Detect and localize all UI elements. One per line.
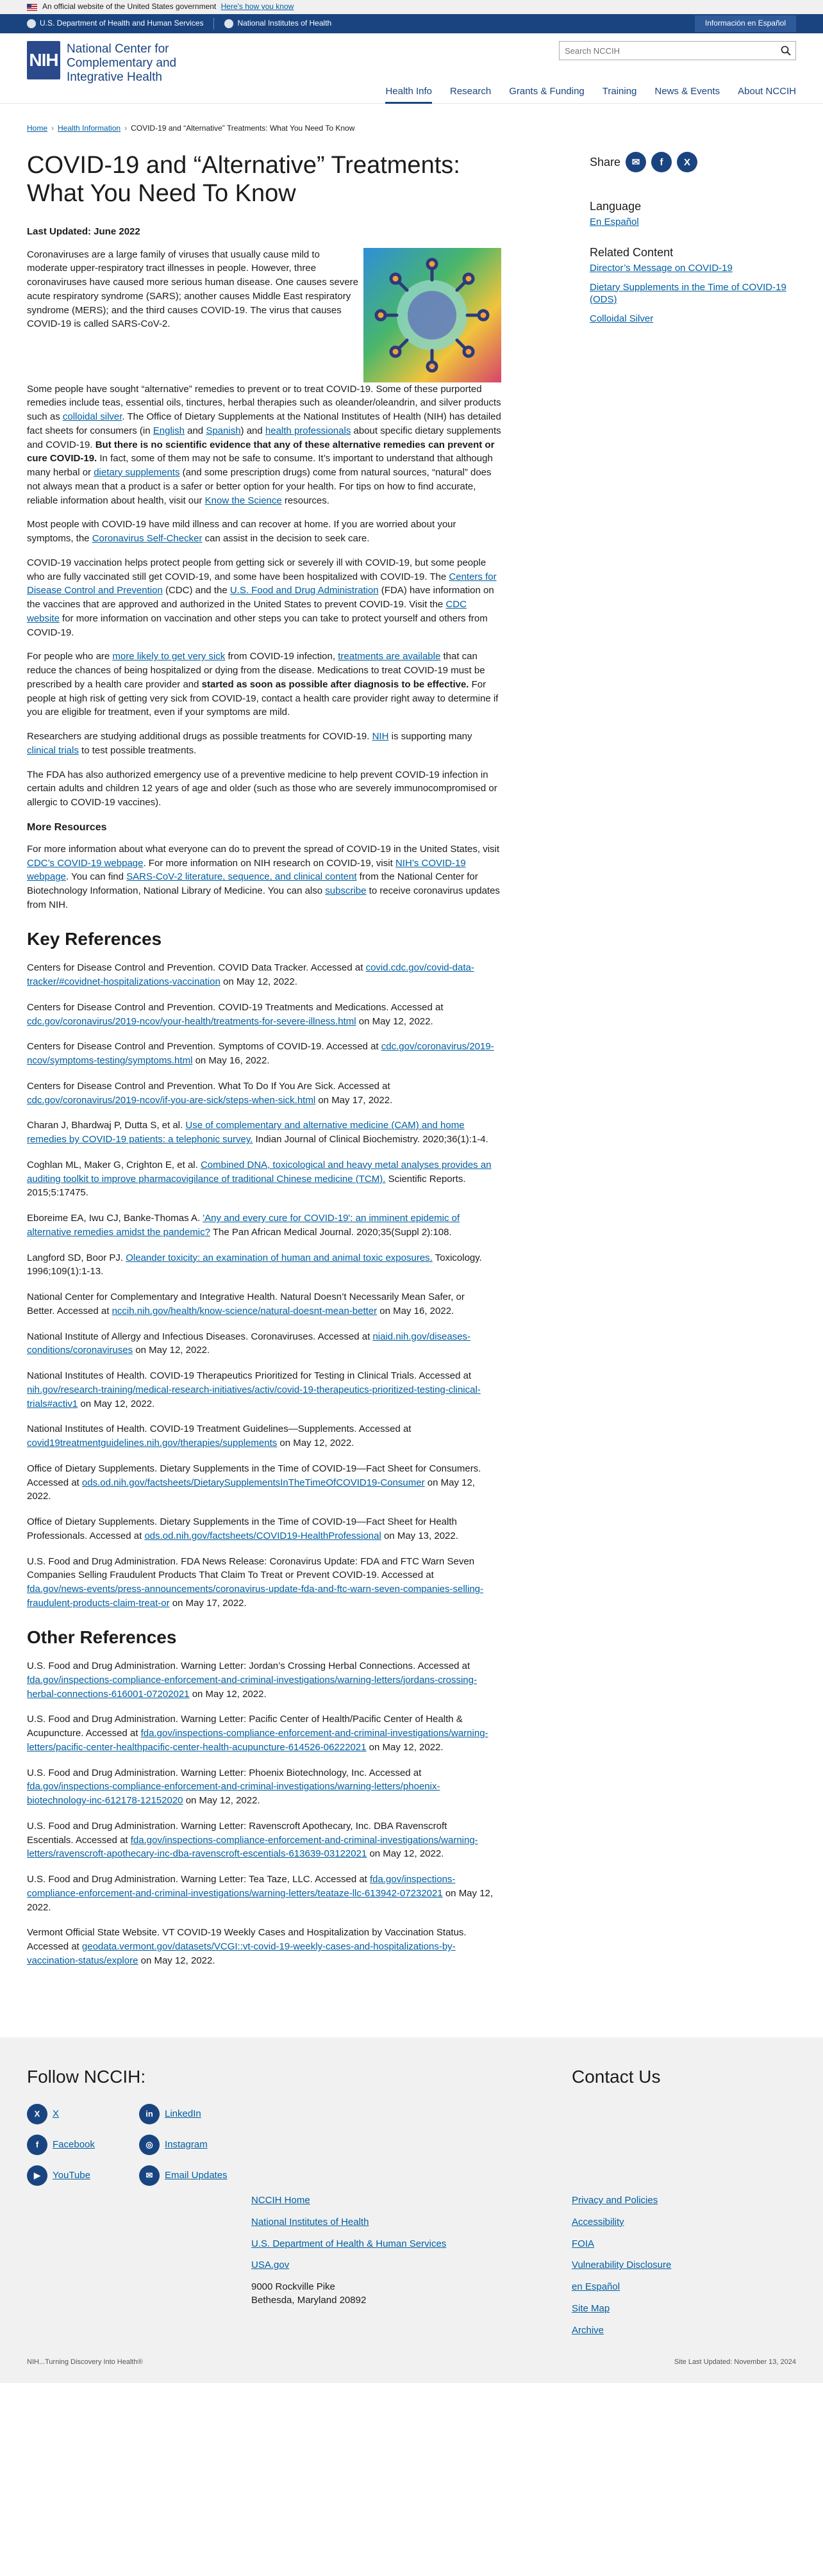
social-label: LinkedIn: [165, 2108, 201, 2120]
reference-link[interactable]: Combined DNA, toxicological and heavy metal analyses provides an auditing toolkit to improve pharmacovigilance of traditional Chinese medicine (TCM).: [27, 1159, 492, 1185]
breadcrumb-home[interactable]: Home: [27, 124, 48, 133]
social-link-email-updates[interactable]: [139, 2165, 251, 2186]
breadcrumb-separator: ›: [124, 124, 128, 133]
know-the-science-link[interactable]: Know the Science: [204, 495, 282, 506]
social-link-youtube[interactable]: [27, 2165, 139, 2186]
intro-paragraph: Coronaviruses are a large family of viruses that usually cause mild to moderate upper-respiratory tract illnesses in people. However, three coronaviruses have caused more serious human disease. One causes severe acute respiratory syndrome (SARS); another causes Middle East respiratory syndrome (MERS); and the third causes COVID-19. The virus that causes COVID-19 is called SARS-CoV-2.: [27, 249, 358, 330]
reference-link[interactable]: fda.gov/news-events/press-announcements/coronavirus-update-fda-and-ftc-warn-seven-companies-selling-fraudulent-products-claim-treat-or: [27, 1584, 484, 1609]
reference-link[interactable]: cdc.gov/coronavirus/2019-ncov/your-health/treatments-for-severe-illness.html: [27, 1015, 356, 1027]
social-link-instagram[interactable]: [139, 2135, 251, 2155]
reference-item: Langford SD, Boor PJ. Oleander toxicity: an examination of human and animal toxic exposures. Toxicology. 1996;109(1):1-13.: [27, 1252, 482, 1277]
reference-link[interactable]: cdc.gov/coronavirus/2019-ncov/symptoms-testing/symptoms.html: [27, 1041, 494, 1067]
social-link-x[interactable]: [27, 2104, 139, 2124]
email-share-icon[interactable]: ✉: [626, 152, 646, 172]
reference-item: Centers for Disease Control and Prevention. COVID Data Tracker. Accessed at covid.cdc.gov/covid-data-tracker/#covidnet-hospitalizations-vaccination on May 12, 2022.: [27, 962, 474, 988]
search-box: [559, 41, 796, 60]
facebook-share-icon[interactable]: f: [651, 152, 672, 172]
nih-tagline: NIH...Turning Discovery Into Health®: [27, 2358, 143, 2367]
language-heading: Language: [590, 200, 642, 213]
x-share-icon[interactable]: X: [677, 152, 697, 172]
reference-item: Office of Dietary Supplements. Dietary Supplements in the Time of COVID-19—Fact Sheet for Health Professionals. Accessed at ods.od.nih.gov/factsheets/COVID19-HealthProfessional on May 13, 2022.: [27, 1516, 458, 1541]
related-link-dietary-supplements[interactable]: Dietary Supplements in the Time of COVID-19 (ODS): [590, 281, 786, 306]
espanol-button[interactable]: Información en Español: [695, 15, 796, 31]
follow-heading: Follow NCCIH:: [27, 2066, 146, 2087]
remedies-paragraph: Some people have sought “alternative” remedies to prevent or to treat COVID-19. Some of these purported remedies include teas, essential oils, tinctures, herbal therapies such as oleander/oleandrin, and silver products such as colloidal silver. The Office of Dietary Supplements at the National Institutes of Health (NIH) has detailed fact sheets for consumers (in English and Spanish) and health professionals about specific dietary supplements and COVID-19. But there is no scientific evidence that any of these alternative remedies can prevent or cure COVID-19. In fact, some of them may not be safe to consume. It’s important to understand that although many herbal or dietary supplements (and some prescription drugs) come from natural sources, “natural” does not always mean that a product is a safer or better option for your health. For tips on how to find accurate, reliable information about health, visit our Know the Science resources.: [27, 383, 501, 506]
colloidal-silver-link[interactable]: colloidal silver: [62, 411, 122, 423]
address-line: Bethesda, Maryland 20892: [251, 2295, 367, 2306]
reference-item: National Institute of Allergy and Infectious Diseases. Coronaviruses. Accessed at niaid.nih.gov/diseases-conditions/coronaviruses on May 12, 2022.: [27, 1331, 471, 1356]
nav-item-about-nccih[interactable]: About NCCIH: [738, 86, 796, 97]
hhs-eagle-icon: [27, 19, 36, 28]
facebook-icon: f: [27, 2135, 47, 2155]
spanish-link[interactable]: Spanish: [206, 425, 241, 436]
fda-link[interactable]: U.S. Food and Drug Administration: [229, 585, 379, 596]
related-link-colloidal-silver[interactable]: Colloidal Silver: [590, 313, 654, 324]
nih-link-label: National Institutes of Health: [237, 19, 332, 28]
instagram-icon: ◎: [139, 2135, 160, 2155]
reference-item: U.S. Food and Drug Administration. Warning Letter: Phoenix Biotechnology, Inc. Accessed at fda.gov/inspections-compliance-enforcement-and-criminal-investigations/warning-letters/phoenix-biotechnology-inc-612178-12152020 on May 12, 2022.: [27, 1767, 440, 1807]
reference-link[interactable]: niaid.nih.gov/diseases-conditions/coronaviruses: [27, 1331, 471, 1356]
coronavirus-illustration: [363, 248, 501, 382]
contact-heading: Contact Us: [572, 2066, 661, 2087]
treatments-available-link[interactable]: treatments are available: [338, 651, 441, 662]
share-row: [590, 152, 796, 172]
reference-link[interactable]: covid19treatmentguidelines.nih.gov/therapies/supplements: [27, 1438, 278, 1449]
reference-link[interactable]: nih.gov/research-training/medical-research-initiatives/activ/covid-19-therapeutics-prioritized-testing-clinical-trials#activ1: [27, 1384, 481, 1409]
reference-item: National Institutes of Health. COVID-19 Treatment Guidelines—Supplements. Accessed at covid19treatmentguidelines.nih.gov/therapies/supplements on May 12, 2022.: [27, 1423, 412, 1449]
research-paragraph: Researchers are studying additional drugs as possible treatments for COVID-19. NIH is supporting many clinical trials to test possible treatments.: [27, 731, 472, 756]
footer-link-archive[interactable]: Archive: [572, 2324, 604, 2336]
org-name[interactable]: National Center for Complementary and Integrative Health: [67, 42, 177, 84]
footer-link-site-map[interactable]: Site Map: [572, 2302, 610, 2314]
reference-link[interactable]: ods.od.nih.gov/factsheets/DietarySupplementsInTheTimeOfCOVID19-Consumer: [81, 1477, 425, 1488]
subscribe-link[interactable]: subscribe: [325, 885, 367, 897]
reference-item: Eboreime EA, Iwu CJ, Banke-Thomas A. 'Any and every cure for COVID-19': an imminent epidemic of alternative remedies amidst the pandemic? The Pan African Medical Journal. 2020;35(Suppl 2):108.: [27, 1213, 460, 1238]
reference-link[interactable]: fda.gov/inspections-compliance-enforcement-and-criminal-investigations/warning-letters/phoenix-biotechnology-inc-612178-12152020: [27, 1781, 440, 1807]
nav-item-training[interactable]: Training: [602, 86, 637, 97]
english-link[interactable]: English: [153, 425, 185, 436]
reference-item: U.S. Food and Drug Administration. Warning Letter: Pacific Center of Health/Pacific Center of Health & Acupuncture. Accessed at fda.gov/inspections-compliance-enforcement-and-criminal-investigations/warning-letters/pacific-center-healthpacific-center-health-acupuncture-614526-06222021 on May 12, 2022.: [27, 1714, 488, 1753]
site-header: [0, 33, 823, 84]
reference-item: Charan J, Bhardwaj P, Dutta S, et al. Use of complementary and alternative medicine (CAM) and home remedies by COVID-19 patients: a telephonic survey. Indian Journal of Clinical Biochemistry. 2020;36(1):1-4.: [27, 1120, 488, 1145]
nih-seal-icon: [224, 19, 233, 28]
footer-link-vulnerability-disclosure[interactable]: Vulnerability Disclosure: [572, 2260, 672, 2271]
reference-item: Centers for Disease Control and Prevention. Symptoms of COVID-19. Accessed at cdc.gov/coronavirus/2019-ncov/symptoms-testing/symptoms.html on May 16, 2022.: [27, 1041, 494, 1067]
reference-link[interactable]: Use of complementary and alternative medicine (CAM) and home remedies by COVID-19 patients: a telephonic survey.: [27, 1120, 465, 1145]
clinical-trials-link[interactable]: clinical trials: [27, 744, 79, 756]
breadcrumb-separator: ›: [51, 124, 54, 133]
footer-link-usa-gov[interactable]: USA.gov: [251, 2260, 290, 2271]
page-title: COVID-19 and “Alternative” Treatments: What You Need To Know: [27, 152, 460, 208]
footer-link-foia[interactable]: FOIA: [572, 2238, 595, 2249]
other-references-list: [27, 1659, 501, 1968]
related-link-directors-message[interactable]: Director’s Message on COVID-19: [590, 263, 733, 274]
cdc-link[interactable]: Centers for Disease Control and Prevention: [27, 571, 497, 596]
nav-item-news-events[interactable]: News & Events: [654, 86, 720, 97]
share-label: Share: [590, 156, 621, 169]
nih-link[interactable]: [213, 18, 342, 29]
reference-item: Vermont Official State Website. VT COVID-19 Weekly Cases and Hospitalization by Vaccination Status. Accessed at geodata.vermont.gov/datasets/VCGI::vt-covid-19-weekly-cases-and-hospitalizations-by-vaccination-status/explore on May 12, 2022.: [27, 1927, 467, 1966]
x-icon: X: [27, 2104, 47, 2124]
footer-link-nccih-home[interactable]: NCCIH Home: [251, 2195, 310, 2206]
sars-cov-2-literature-link[interactable]: SARS-CoV-2 literature, sequence, and clinical content: [126, 871, 357, 883]
address: [251, 2280, 572, 2307]
reference-item: U.S. Food and Drug Administration. Warning Letter: Ravenscroft Apothecary, Inc. DBA Ravenscroft Escentials. Accessed at fda.gov/inspections-compliance-enforcement-and-criminal-investigations/warning-letters/ravenscroft-apothecary-inc-dba-ravenscroft-escentials-613639-03122021 on May 12, 2022.: [27, 1820, 478, 1860]
cdc-covid-webpage-link[interactable]: CDC’s COVID-19 webpage: [27, 857, 144, 869]
article: [27, 152, 501, 1979]
nav-item-grants-funding[interactable]: Grants & Funding: [509, 86, 585, 97]
self-checker-link[interactable]: Coronavirus Self-Checker: [92, 533, 203, 545]
footer-link-accessibility[interactable]: Accessibility: [572, 2216, 624, 2227]
reference-item: U.S. Food and Drug Administration. Warning Letter: Tea Taze, LLC. Accessed at fda.gov/inspections-compliance-enforcement-and-criminal-investigations/warning-letters/teataze-llc-613942-07232021 on May 12, 2022.: [27, 1874, 494, 1913]
breadcrumb-health-information[interactable]: Health Information: [58, 124, 121, 133]
mild-illness-paragraph: Most people with COVID-19 have mild illness and can recover at home. If you are worried about your symptoms, the Coronavirus Self-Checker can assist in the decision to seek care.: [27, 519, 456, 545]
search-icon[interactable]: [776, 42, 795, 60]
more-resources-heading: More Resources: [27, 821, 107, 833]
heres-how-you-know-link[interactable]: Here's how you know: [220, 2, 294, 12]
social-label: X: [53, 2108, 60, 2120]
reference-link[interactable]: ods.od.nih.gov/factsheets/COVID19-HealthProfessional: [144, 1530, 381, 1541]
reference-link[interactable]: Oleander toxicity: an examination of human and animal toxic exposures.: [126, 1252, 433, 1263]
nav-item-research[interactable]: Research: [450, 86, 492, 97]
gov-banner-text: An official website of the United States government: [42, 2, 217, 12]
gov-banner: [0, 0, 823, 14]
more-likely-sick-link[interactable]: more likely to get very sick: [112, 651, 226, 662]
reference-item: National Center for Complementary and Integrative Health. Natural Doesn’t Necessarily Mean Safer, or Better. Accessed at nccih.nih.gov/health/know-science/natural-doesnt-mean-better on May 16, 2022.: [27, 1292, 465, 1317]
us-flag-icon: [27, 4, 37, 11]
footer-link-u-s-department-of-health-human-services[interactable]: U.S. Department of Health & Human Services: [251, 2238, 447, 2249]
reference-link[interactable]: covid.cdc.gov/covid-data-tracker/#covidnet-hospitalizations-vaccination: [27, 962, 474, 988]
youtube-icon: ▶: [27, 2165, 47, 2186]
treatments-paragraph: For people who are more likely to get very sick from COVID-19 infection, treatments are available that can reduce the chances of being hospitalized or dying from the disease. Medications to treat COVID-19 must be prescribed by a health care provider and started as soon as possible after diagnosis to be effective. For people at high risk of getting very sick from COVID-19, contact a health care provider right away to determine if you are eligible for treatment, even if your symptoms are mild.: [27, 651, 499, 718]
social-label: YouTube: [53, 2170, 90, 2181]
social-link-linkedin[interactable]: [139, 2104, 251, 2124]
nih-logo[interactable]: NIH: [27, 41, 60, 79]
footer-link-en-espa-ol[interactable]: en Español: [572, 2281, 620, 2293]
linkedin-icon: in: [139, 2104, 160, 2124]
reference-item: Centers for Disease Control and Prevention. COVID-19 Treatments and Medications. Accessed at cdc.gov/coronavirus/2019-ncov/your-health/treatments-for-severe-illness.html on May 12, 2022.: [27, 1001, 444, 1027]
reference-item: Centers for Disease Control and Prevention. What To Do If You Are Sick. Accessed at cdc.gov/coronavirus/2019-ncov/if-you-are-sick/steps-when-sick.html on May 17, 2022.: [27, 1080, 393, 1106]
email-updates-icon: ✉: [139, 2165, 160, 2186]
footer-link-privacy-and-policies[interactable]: Privacy and Policies: [572, 2195, 658, 2206]
more-resources-paragraph: For more information about what everyone can do to prevent the spread of COVID-19 in the United States, visit CDC’s COVID-19 webpage. For more information on NIH research on COVID-19, visit NIH’s COVID-19 webpage. You can find SARS-CoV-2 literature, sequence, and clinical content from the National Center for Biotechnology Information, National Library of Medicine. You can also subscribe to receive coronavirus updates from NIH.: [27, 843, 500, 910]
search-input[interactable]: [560, 42, 776, 60]
reference-item: U.S. Food and Drug Administration. Warning Letter: Jordan’s Crossing Herbal Connections. Accessed at fda.gov/inspections-compliance-enforcement-and-criminal-investigations/warning-letters/jordans-crossing-herbal-connections-616001-07202021 on May 12, 2022.: [27, 1661, 477, 1700]
footer-link-national-institutes-of-health[interactable]: National Institutes of Health: [251, 2216, 369, 2227]
reference-item: National Institutes of Health. COVID-19 Therapeutics Prioritized for Testing in Clinical Trials. Accessed at nih.gov/research-training/medical-research-initiatives/activ/covid-19-therapeutics-prioritized-testing-clinical-trials#activ1 on May 12, 2022.: [27, 1370, 481, 1409]
key-references-list: [27, 961, 501, 1610]
reference-item: Coghlan ML, Maker G, Crighton E, et al. Combined DNA, toxicological and heavy metal analyses provides an auditing toolkit to improve pharmacovigilance of traditional Chinese medicine (TCM). Scientific Reports. 2015;5:17475.: [27, 1159, 492, 1199]
reference-link[interactable]: geodata.vermont.gov/datasets/VCGI::vt-covid-19-weekly-cases-and-hospitalizations-by-vaccination-status/explore: [27, 1941, 456, 1966]
cdc-website-link[interactable]: CDC website: [27, 599, 467, 624]
reference-item: U.S. Food and Drug Administration. FDA News Release: Coronavirus Update: FDA and FTC Warn Seven Companies Selling Fraudulent Products That Claim To Treat or Prevent COVID-19. Accessed at fda.gov/news-events/press-announcements/coronavirus-update-fda-and-ftc-warn-seven-companies-selling-fraudulent-products-claim-treat-or on May 17, 2022.: [27, 1555, 484, 1609]
social-label: Email Updates: [165, 2170, 228, 2181]
last-updated: Last Updated: June 2022: [27, 226, 140, 237]
reference-link[interactable]: fda.gov/inspections-compliance-enforcement-and-criminal-investigations/warning-letters/ravenscroft-apothecary-inc-dba-ravenscroft-escentials-613639-03122021: [27, 1834, 478, 1860]
reference-link[interactable]: fda.gov/inspections-compliance-enforcement-and-criminal-investigations/warning-letters/teataze-llc-613942-07232021: [27, 1874, 456, 1899]
reference-item: Office of Dietary Supplements. Dietary Supplements in the Time of COVID-19—Fact Sheet for Consumers. Accessed at ods.od.nih.gov/factsheets/DietarySupplementsInTheTimeOfCOVID19-Consumer on May 12, 2022.: [27, 1463, 481, 1502]
related-content-heading: Related Content: [590, 245, 674, 259]
vaccination-paragraph: COVID-19 vaccination helps protect people from getting sick or severely ill with COVID-19, but some people who are fully vaccinated still get COVID-19, and some have been hospitalized with COVID-19. The Centers for Disease Control and Prevention (CDC) and the U.S. Food and Drug Administration (FDA) have information on the vaccines that are approved and authorized in the United States to prevent COVID-19. Visit the CDC website for more information on vaccination and other steps you can take to protect yourself and others from COVID-19.: [27, 557, 497, 638]
social-label: Facebook: [53, 2139, 95, 2151]
nih-link-inline[interactable]: NIH: [372, 731, 389, 742]
breadcrumb: [27, 123, 796, 134]
breadcrumb-current: COVID-19 and “Alternative” Treatments: What You Need To Know: [131, 124, 355, 133]
social-label: Instagram: [165, 2139, 208, 2151]
sidebar: [590, 152, 796, 1979]
address-line: 9000 Rockville Pike: [251, 2281, 335, 2293]
social-link-facebook[interactable]: [27, 2135, 139, 2155]
reference-link[interactable]: fda.gov/inspections-compliance-enforcement-and-criminal-investigations/warning-letters/pacific-center-healthpacific-center-health-acupuncture-614526-06222021: [27, 1728, 488, 1753]
language-link[interactable]: En Español: [590, 217, 639, 228]
dietary-supplements-link[interactable]: dietary supplements: [94, 467, 180, 479]
hhs-link[interactable]: [27, 18, 213, 29]
main-nav: [0, 78, 823, 104]
reference-link[interactable]: fda.gov/inspections-compliance-enforcement-and-criminal-investigations/warning-letters/jordans-crossing-herbal-connections-616001-07202021: [27, 1674, 477, 1700]
nih-covid-webpage-link[interactable]: NIH’s COVID-19 webpage: [27, 857, 466, 883]
footer: [0, 2037, 823, 2384]
reference-link[interactable]: cdc.gov/coronavirus/2019-ncov/if-you-are-sick/steps-when-sick.html: [27, 1094, 316, 1106]
health-professionals-link[interactable]: health professionals: [265, 425, 351, 436]
hhs-link-label: U.S. Department of Health and Human Services: [40, 19, 204, 28]
reference-link[interactable]: nccih.nih.gov/health/know-science/natural-doesnt-mean-better: [112, 1305, 378, 1317]
key-references-heading: Key References: [27, 928, 162, 949]
fda-preventive-paragraph: The FDA has also authorized emergency use of a preventive medicine to help prevent COVID-19 infection in certain adults and children 12 years of age and older (such as those who are severely immunocompromised or allergic to COVID-19 vaccines).: [27, 769, 497, 808]
site-last-updated: Site Last Updated: November 13, 2024: [674, 2358, 796, 2367]
other-references-heading: Other References: [27, 1627, 177, 1647]
reference-link[interactable]: 'Any and every cure for COVID-19': an imminent epidemic of alternative remedies amidst the pandemic?: [27, 1213, 460, 1238]
hhs-bar: [0, 14, 823, 33]
nav-item-health-info[interactable]: Health Info: [385, 85, 432, 104]
